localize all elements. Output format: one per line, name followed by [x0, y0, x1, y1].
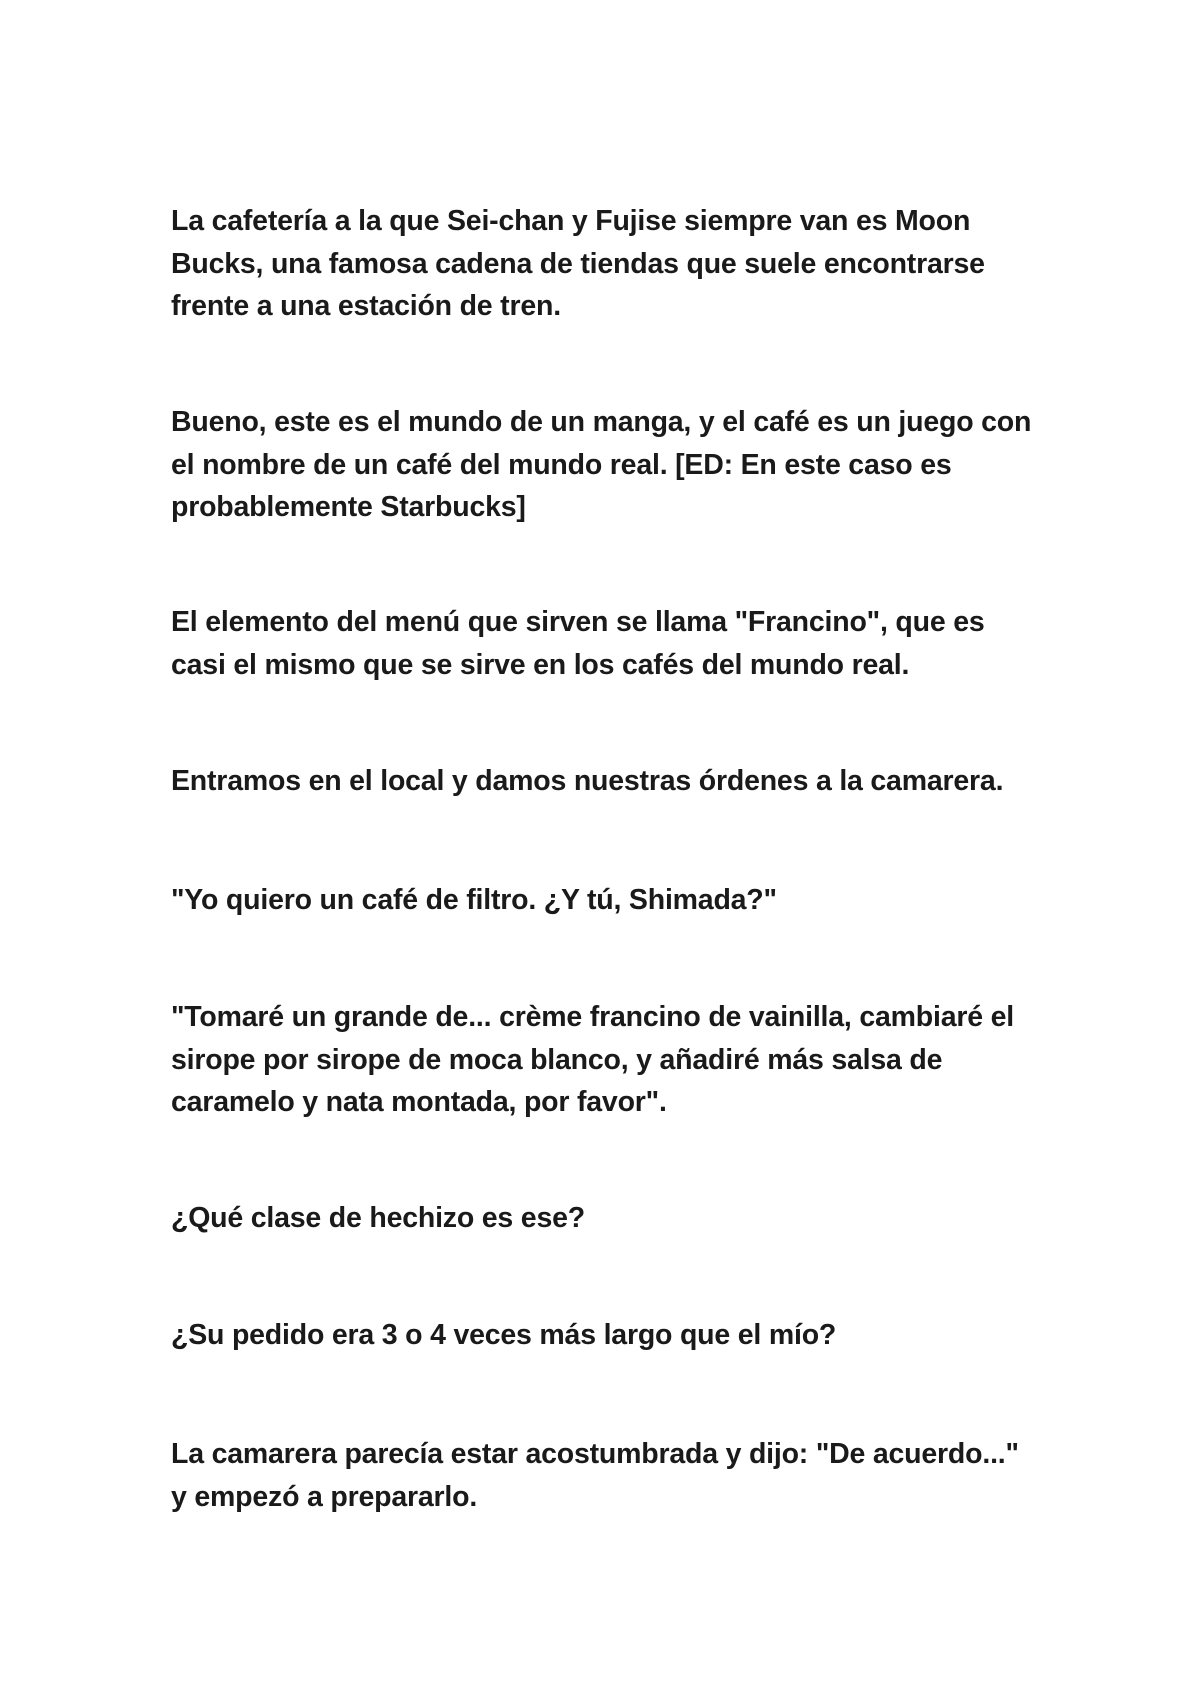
paragraph-9 — [171, 1433, 1051, 1518]
paragraph-line: frente a una estación de tren. — [171, 290, 561, 322]
paragraph-4 — [171, 760, 1051, 803]
paragraph-line: ¿Su pedido era 3 o 4 veces más largo que el mío? — [171, 1319, 837, 1351]
paragraph-1 — [171, 200, 1051, 328]
paragraph-line: "Yo quiero un café de filtro. ¿Y tú, Shimada?" — [171, 884, 777, 916]
paragraph-line: caramelo y nata montada, por favor". — [171, 1086, 667, 1118]
paragraph-line: el nombre de un café del mundo real. [ED: En este caso es — [171, 448, 952, 481]
paragraph-line: La cafetería a la que Sei-chan y Fujise siempre van es Moon — [171, 205, 971, 237]
paragraph-6 — [171, 996, 1051, 1124]
paragraph-line: La camarera parecía estar acostumbrada y dijo: "De acuerdo..." — [171, 1438, 1019, 1470]
paragraph-line: probablemente Starbucks] — [171, 491, 526, 523]
paragraph-7 — [171, 1197, 1051, 1240]
paragraph-line: sirope por sirope de moca blanco, y añadiré más salsa de — [171, 1043, 943, 1076]
paragraph-3 — [171, 601, 1051, 686]
paragraph-line: ¿Qué clase de hechizo es ese? — [171, 1202, 585, 1234]
paragraph-8 — [171, 1314, 1051, 1357]
paragraph-line: y empezó a prepararlo. — [171, 1480, 478, 1513]
paragraph-2 — [171, 401, 1051, 529]
paragraph-line: El elemento del menú que sirven se llama "Francino", que es — [171, 606, 985, 638]
paragraph-5 — [171, 879, 1051, 922]
paragraph-line: Bueno, este es el mundo de un manga, y el café es un juego con — [171, 406, 1032, 438]
paragraph-line: Entramos en el local y damos nuestras órdenes a la camarera. — [171, 765, 1004, 797]
paragraph-line: Bucks, una famosa cadena de tiendas que suele encontrarse — [171, 247, 985, 280]
paragraph-line: casi el mismo que se sirve en los cafés del mundo real. — [171, 648, 910, 681]
paragraph-line: "Tomaré un grande de... crème francino de vainilla, cambiaré el — [171, 1001, 1015, 1033]
